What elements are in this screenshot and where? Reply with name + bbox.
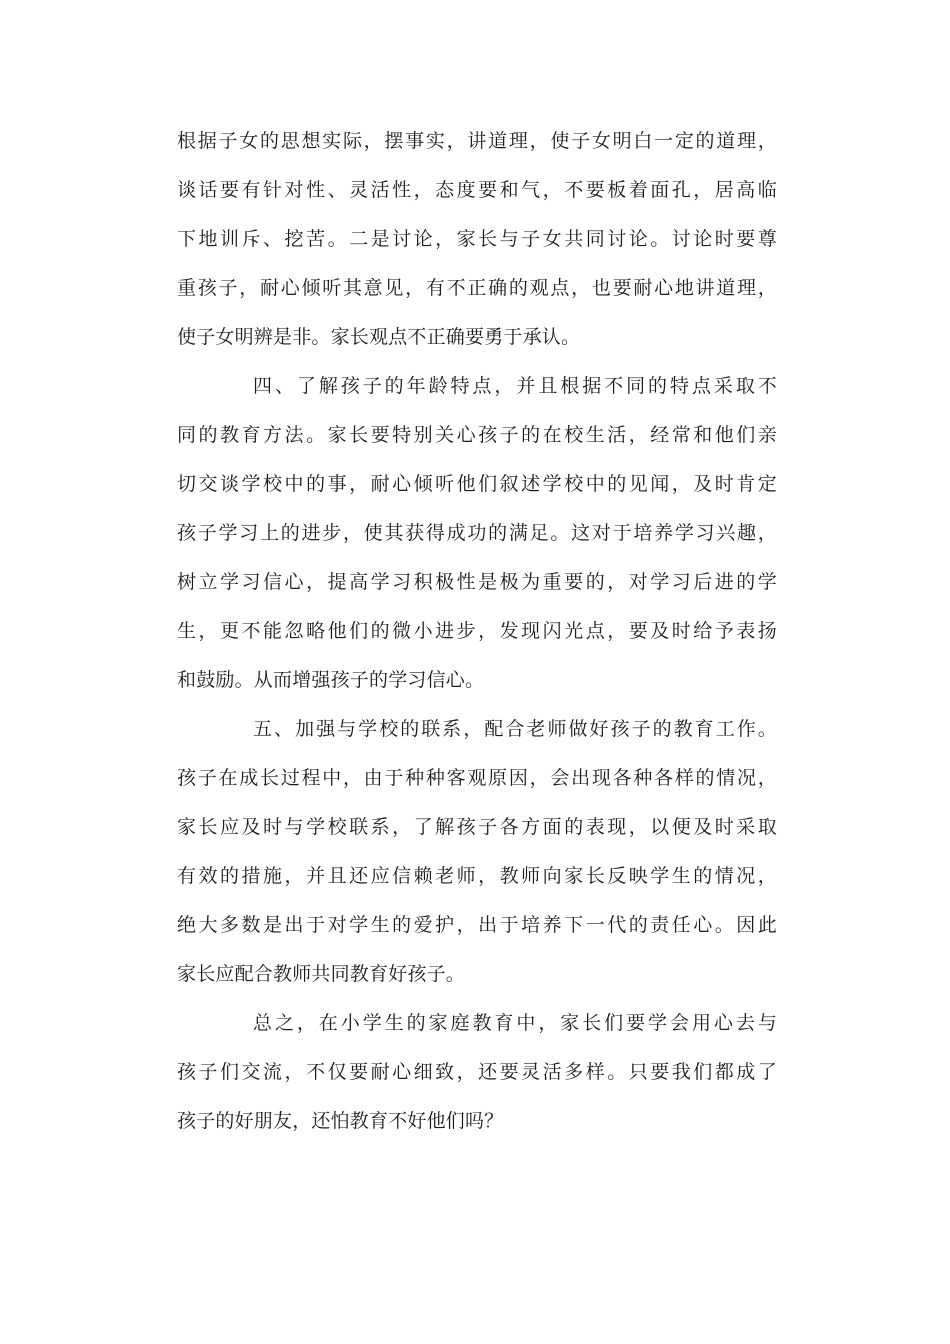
text-line: 四、了解孩子的年龄特点，并且根据不同的特点采取不	[253, 375, 777, 397]
text-line: 总之，在小学生的家庭教育中，家长们要学会用心去与	[253, 1012, 777, 1034]
text-line: 树立学习信心，提高学习积极性是极为重要的，对学习后进的学	[177, 571, 777, 593]
text-line: 重孩子，耐心倾听其意见，有不正确的观点，也要耐心地讲道理，	[177, 277, 777, 299]
text-line: 孩子学习上的进步，使其获得成功的满足。这对于培养学习兴趣，	[177, 522, 777, 544]
text-line: 五、加强与学校的联系，配合老师做好孩子的教育工作。	[253, 718, 777, 740]
text-line: 绝大多数是出于对学生的爱护，出于培养下一代的责任心。因此	[177, 914, 777, 936]
text-line: 家长应及时与学校联系，了解孩子各方面的表现，以便及时采取	[177, 816, 777, 838]
text-line: 家长应配合教师共同教育好孩子。	[177, 963, 466, 985]
text-line: 切交谈学校中的事，耐心倾听他们叙述学校中的见闻，及时肯定	[177, 473, 777, 495]
text-line: 孩子在成长过程中，由于种种客观原因，会出现各种各样的情况，	[177, 767, 777, 789]
paragraph-4	[177, 999, 777, 1146]
text-line: 同的教育方法。家长要特别关心孩子的在校生活，经常和他们亲	[177, 424, 777, 446]
text-line: 有效的措施，并且还应信赖老师，教师向家长反映学生的情况，	[177, 865, 777, 887]
paragraph-3	[177, 705, 777, 999]
text-line: 下地训斥、挖苦。二是讨论，家长与子女共同讨论。讨论时要尊	[177, 228, 777, 250]
text-line: 和鼓励。从而增强孩子的学习信心。	[177, 669, 485, 691]
text-line: 使子女明辨是非。家长观点不正确要勇于承认。	[177, 326, 581, 348]
paragraph-1	[177, 117, 777, 362]
document-body	[177, 117, 777, 1146]
text-line: 根据子女的思想实际，摆事实，讲道理，使子女明白一定的道理，	[177, 130, 777, 152]
text-line: 孩子们交流，不仅要耐心细致，还要灵活多样。只要我们都成了	[177, 1061, 777, 1083]
text-line: 谈话要有针对性、灵活性，态度要和气，不要板着面孔，居高临	[177, 179, 777, 201]
text-line: 孩子的好朋友，还怕教育不好他们吗？	[177, 1110, 504, 1132]
paragraph-2	[177, 362, 777, 705]
text-line: 生，更不能忽略他们的微小进步，发现闪光点，要及时给予表扬	[177, 620, 777, 642]
